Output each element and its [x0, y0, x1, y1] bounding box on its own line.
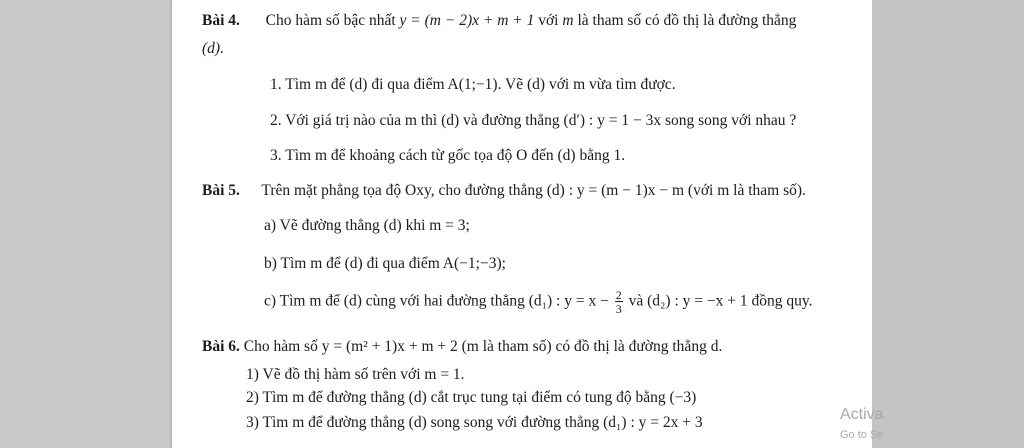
- fraction-denominator: 3: [615, 302, 622, 316]
- bai6-item-2: 2) Tìm m để đường thẳng (d) cắt trục tung tại điểm có tung độ bằng (−3): [246, 389, 697, 406]
- bai4-intro-text-1: Cho hàm số bậc nhất: [265, 12, 396, 29]
- bai6-heading-line: [202, 338, 722, 356]
- bai6-intro: Cho hàm số y = (m² + 1)x + m + 2 (m là tham số) có đồ thị là đường thẳng d.: [243, 338, 723, 355]
- bai4-heading-line: [202, 12, 796, 30]
- bai5-item-c-text-before: c) Tìm m để (d) cùng với hai đường thẳng (d₁) : y = x −: [264, 292, 609, 310]
- document-page: [172, 0, 872, 448]
- activate-windows-watermark-subtitle: Go to Se: [840, 429, 884, 441]
- bai4-intro-text-2: với: [538, 12, 559, 29]
- bai4-item-1-text: Tìm m để (d) đi qua điểm A(1;−1). Vẽ (d) với m vừa tìm được.: [285, 76, 676, 93]
- bai4-intro-line-2: (d).: [202, 40, 224, 57]
- bai5-title: Bài 5.: [202, 182, 240, 199]
- bai4-item-3: [270, 147, 625, 165]
- bai4-parameter: m: [562, 12, 574, 29]
- bai4-title: Bài 4.: [202, 12, 240, 29]
- bai5-item-b: b) Tìm m để (d) đi qua điểm A(−1;−3);: [264, 255, 506, 272]
- bai5-item-a: a) Vẽ đường thẳng (d) khi m = 3;: [264, 217, 470, 234]
- bai6-item-1: 1) Vẽ đồ thị hàm số trên với m = 1.: [246, 366, 465, 383]
- left-margin-background: [0, 0, 170, 448]
- fraction-two-thirds: [615, 289, 623, 315]
- bai5-item-c: [264, 289, 813, 315]
- bai4-item-3-text: Tìm m để khoảng cách từ gốc tọa độ O đến (d) bằng 1.: [285, 147, 626, 164]
- bai6-item-3: 3) Tìm m để đường thẳng (d) song song với đường thẳng (d₁) : y = 2x + 3: [246, 414, 703, 431]
- bai4-function-formula: y = (m − 2)x + m + 1: [399, 12, 535, 29]
- bai5-heading-line: [202, 182, 806, 200]
- fraction-numerator: 2: [615, 288, 622, 302]
- right-margin-background: [872, 0, 1024, 448]
- activate-windows-watermark-title: Activa: [840, 406, 884, 423]
- bai4-intro-text-3: là tham số có đồ thị là đường thẳng: [577, 12, 797, 29]
- bai5-intro: Trên mặt phẳng tọa độ Oxy, cho đường thẳng (d) : y = (m − 1)x − m (với m là tham số).: [261, 182, 806, 199]
- bai4-item-1-number: 1.: [270, 76, 282, 93]
- bai4-item-2: [270, 112, 796, 130]
- bai5-item-c-text-after: và (d₂) : y = −x + 1 đồng quy.: [628, 292, 813, 310]
- bai4-item-2-text: Với giá trị nào của m thì (d) và đường thẳng (d′) : y = 1 − 3x song song với nhau ?: [285, 112, 797, 129]
- bai6-title: Bài 6.: [202, 338, 240, 355]
- bai4-item-3-number: 3.: [270, 147, 282, 164]
- bai4-item-1: [270, 76, 676, 94]
- bai4-item-2-number: 2.: [270, 112, 282, 129]
